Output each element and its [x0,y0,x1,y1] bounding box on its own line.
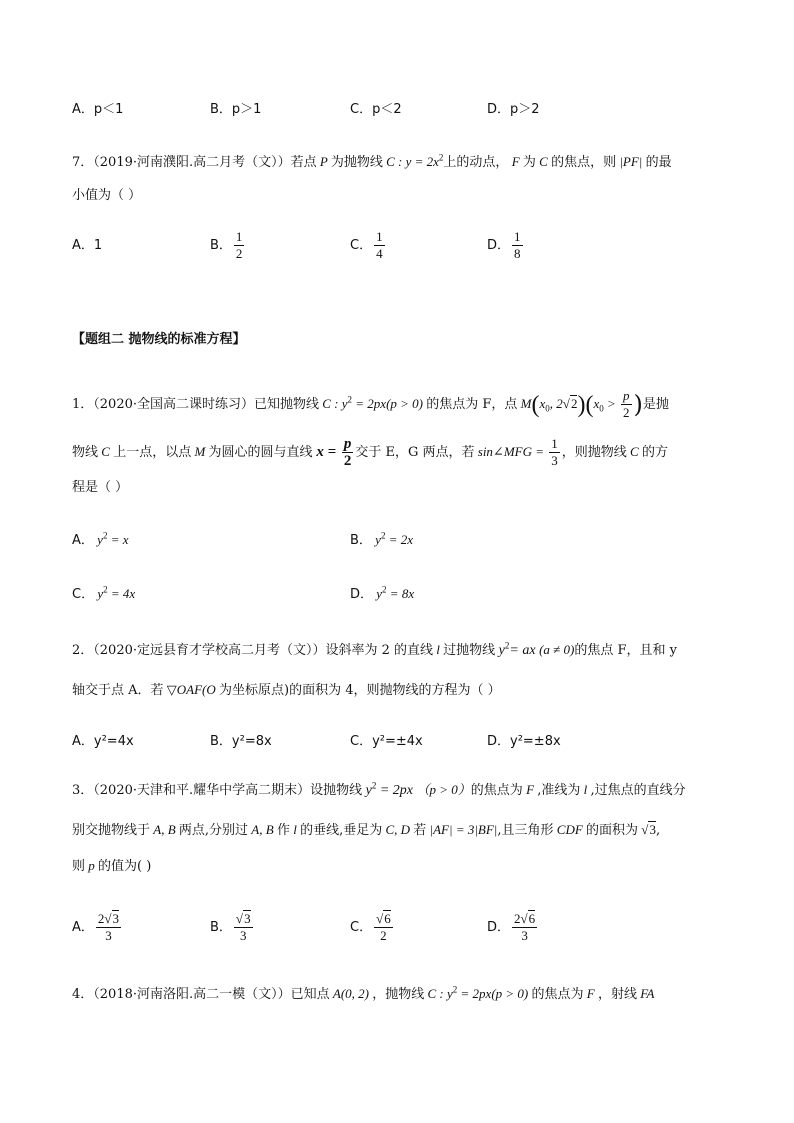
q7-option-a: A．1 [72,238,103,253]
q6-option-c: C．p＜2 [350,102,402,117]
g2q1-option-c: C． $y^2 = 4x$ [72,584,136,602]
g2q3-line1: 3．（2020·天津和平.耀华中学高二期末）设抛物线 $y^2 = 2px$ （p > 0）的焦点为 F ,准线为 l ,过焦点的直线分 [72,780,686,798]
q6-option-a: A．p＜1 [72,102,124,117]
q6-option-d: D．p＞2 [487,102,540,117]
g2q1-line2: 物线 C 上一点，以点 M 为圆心的圆与直线 x = $\frac{p}{2}$ 交于 E，G 两点，若 sin∠MFG = $\frac{1}{3}$ ，则抛物线 C 的方 [72,436,668,469]
g2q3-option-d: D． $\frac{2√6}{3}$ [487,911,536,943]
g2q1-line3: 程是（ ） [72,480,129,495]
q7-option-b: B． $\frac{1}{2}$ [210,229,243,261]
q6-option-b: B．p＞1 [210,102,262,117]
g2q2-option-b: B．y²=8x [210,734,272,749]
g2q4-line1: 4．（2018·河南洛阳.高二一模（文））已知点 A(0, 2) ，抛物线 C : $y^2 = 2px(p > 0)$ 的焦点为 F ，射线 FA [72,984,655,1002]
g2q2-option-c: C．y²=±4x [350,734,423,749]
q7-option-d: D． $\frac{1}{8}$ [487,229,521,261]
q7-line1: 7．（2019·河南濮阳.高二月考（文））若点 P 为抛物线 C : $y = 2x^2$上的动点， F 为 C 的焦点，则 |PF| 的最 [72,152,672,170]
g2q2-option-d: D．y²=±8x [487,734,561,749]
g2q3-line2: 别交抛物线于 A, B 两点,分别过 A, B 作 l 的垂线,垂足为 C, D 若 |AF| = 3|BF|,且三角形 CDF 的面积为 √3, [72,822,661,838]
g2q1-option-a: A． $y^2 = x$ [72,530,129,548]
g2q1-option-b: B． $y^2 = 2x$ [350,530,413,548]
q7-option-c: C． $\frac{1}{4}$ [350,229,383,261]
q7-line2: 小值为（ ） [72,188,142,203]
g2q2-line2: 轴交于点 A．若 ▽OAF(O 为坐标原点)的面积为 4，则抛物线的方程为（ ） [72,682,501,698]
g2q3-option-b: B． $\frac{√3}{3}$ [210,911,251,943]
g2q1-option-d: D． $y^2 = 8x$ [350,584,415,602]
group2-title: 【题组二 抛物线的标准方程】 [72,332,246,347]
g2q3-option-c: C． $\frac{√6}{2}$ [350,911,391,943]
g2q2-option-a: A．y²=4x [72,734,134,749]
g2q3-line3: 则 p 的值为( ) [72,858,152,874]
g2q3-option-a: A． $\frac{2√3}{3}$ [72,911,120,943]
g2q2-line1: 2．（2020·定远县育才学校高二月考（文））设斜率为 2 的直线 l 过抛物线 $y^2=$ ax (a ≠ 0)的焦点 F，且和 y [72,640,677,658]
g2q1-line1: 1．（2020·全国高二课时练习）已知抛物线 C : $y^2 = 2px(p > 0)$ 的焦点为 F，点 $M(x_0$, $2√2)(x_0$ > $\frac{p}{2}$ )是抛 [72,388,669,420]
